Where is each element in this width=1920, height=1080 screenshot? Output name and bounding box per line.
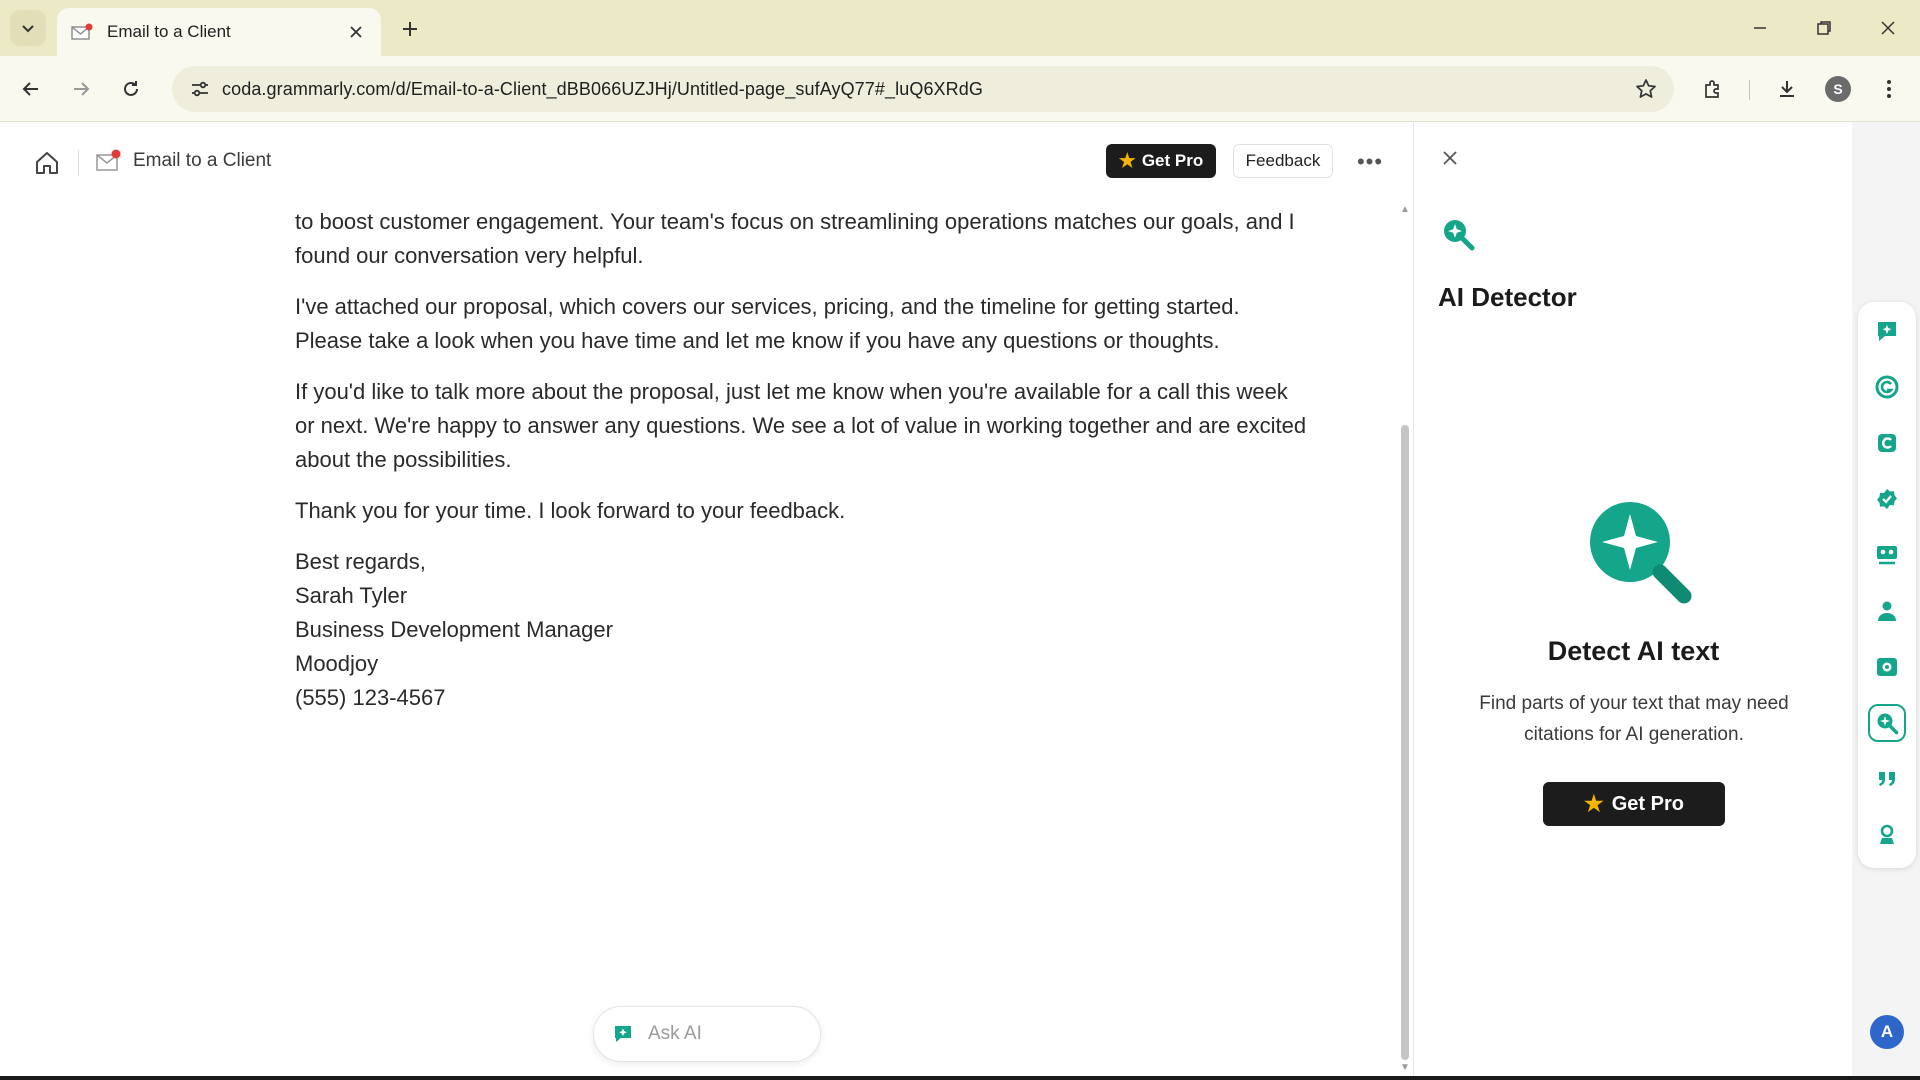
citations-quote-icon[interactable]	[1868, 760, 1906, 798]
ai-detector-panel	[1413, 122, 1852, 1080]
doc-title: Email to a Client	[133, 150, 272, 171]
document-line: Sarah Tyler	[295, 583, 408, 608]
get-pro-label: Get Pro	[1141, 151, 1204, 170]
back-arrow-icon[interactable]	[12, 70, 50, 108]
star-icon: ★	[1584, 791, 1604, 816]
document-paragraph[interactable]	[295, 375, 1375, 477]
bookmark-star-icon[interactable]	[1624, 66, 1668, 112]
more-options-icon[interactable]: •••	[1356, 149, 1384, 174]
browser-tab-active[interactable]	[57, 8, 381, 56]
star-icon: ★	[1118, 150, 1136, 172]
extensions-puzzle-icon[interactable]	[1694, 70, 1732, 108]
profile-avatar[interactable]	[1819, 70, 1857, 108]
document-line: Moodjoy	[295, 651, 379, 676]
url-text: coda.grammarly.com/d/Email-to-a-Client_dBB066UZJHj/Untitled-page_sufAyQ77#_luQ6XRdG	[222, 78, 983, 99]
document-line: to boost customer engagement. Your team's focus on streamlining operations matches our goals, and I	[295, 209, 1295, 234]
panel-title: AI Detector	[1438, 282, 1577, 312]
scroll-up-arrow-icon[interactable]: ▲	[1400, 204, 1410, 215]
document-paragraph[interactable]	[295, 205, 1375, 273]
ask-ai-button[interactable]	[593, 1006, 821, 1062]
minimize-icon[interactable]	[1728, 0, 1792, 56]
document-paragraph[interactable]	[295, 545, 1375, 715]
forward-arrow-icon[interactable]	[62, 70, 100, 108]
taskbar-edge	[0, 1076, 1920, 1080]
paraphraser-icon[interactable]	[1868, 424, 1906, 462]
proofread-icon[interactable]	[1868, 480, 1906, 518]
document-line: about the possibilities.	[295, 447, 512, 472]
expert-review-icon[interactable]	[1868, 592, 1906, 630]
document-line: or next. We're happy to answer any questions. We see a lot of value in working together and are excited	[295, 413, 1307, 438]
get-pro-button[interactable]	[1106, 144, 1216, 178]
restore-icon[interactable]	[1792, 0, 1856, 56]
detect-ai-heading: Detect AI text	[1547, 636, 1720, 666]
browser-menu-kebab-icon[interactable]	[1870, 70, 1908, 108]
download-icon[interactable]	[1768, 70, 1806, 108]
document-line: I've attached our proposal, which covers our services, pricing, and the timeline for getting started.	[295, 294, 1240, 319]
document-line: Thank you for your time. I look forward to your feedback.	[295, 498, 846, 523]
panel-get-pro-label: Get Pro	[1611, 792, 1684, 815]
grammarly-side-rail	[1858, 302, 1916, 868]
browser-toolbar	[0, 56, 1920, 122]
toolbar-divider	[1749, 80, 1750, 100]
document-paragraph[interactable]	[295, 494, 1375, 528]
header-divider	[78, 150, 79, 176]
tab-search-button[interactable]	[10, 10, 46, 46]
reload-icon[interactable]	[112, 70, 150, 108]
ask-ai-icon	[612, 1023, 634, 1045]
feedback-button[interactable]: Feedback	[1233, 144, 1333, 178]
document-line: If you'd like to talk more about the proposal, just let me know when you're available for a call this week	[295, 379, 1288, 404]
plagiarism-icon[interactable]	[1868, 648, 1906, 686]
tab-title: Email to a Client	[107, 22, 231, 41]
humanizer-icon[interactable]	[1868, 816, 1906, 854]
browser-tab-bar	[0, 0, 1920, 56]
reader-reactions-icon[interactable]	[1868, 536, 1906, 574]
envelope-doc-icon	[95, 148, 123, 174]
document-line: Please take a look when you have time and let me know if you have any questions or thoughts.	[295, 328, 1220, 353]
tab-close-icon[interactable]	[345, 21, 367, 43]
scroll-down-arrow-icon[interactable]: ▼	[1400, 1062, 1410, 1073]
grammarly-icon[interactable]	[1868, 368, 1906, 406]
site-settings-icon[interactable]	[178, 66, 222, 112]
ai-detector-rail-icon[interactable]	[1868, 704, 1906, 742]
window-close-icon[interactable]	[1856, 0, 1920, 56]
home-icon[interactable]	[32, 148, 62, 178]
panel-get-pro-button[interactable]	[1543, 782, 1725, 826]
chevron-down-icon	[20, 20, 36, 36]
document-line: Best regards,	[295, 549, 426, 574]
ask-ai-label: Ask AI	[648, 1023, 702, 1044]
scrollbar-thumb[interactable]	[1401, 425, 1409, 1060]
document-body[interactable]	[295, 205, 1375, 732]
ai-detector-icon	[1440, 216, 1476, 252]
doc-header	[0, 122, 1412, 200]
document-paragraph[interactable]	[295, 290, 1375, 358]
detect-ai-magnifier-icon	[1582, 494, 1694, 606]
grammarly-account-avatar[interactable]: A	[1870, 1015, 1904, 1049]
envelope-favicon-icon	[71, 23, 93, 41]
ai-chat-icon[interactable]	[1868, 312, 1906, 350]
panel-close-icon[interactable]	[1436, 144, 1464, 172]
document-line: Business Development Manager	[295, 617, 613, 642]
new-tab-plus-icon[interactable]	[395, 14, 425, 44]
address-bar[interactable]	[172, 66, 1674, 112]
document-line: found our conversation very helpful.	[295, 243, 644, 268]
detect-ai-description: Find parts of your text that may need citations for AI generation.	[1479, 693, 1789, 745]
document-line: (555) 123-4567	[295, 685, 446, 710]
profile-initial: S	[1825, 76, 1851, 102]
